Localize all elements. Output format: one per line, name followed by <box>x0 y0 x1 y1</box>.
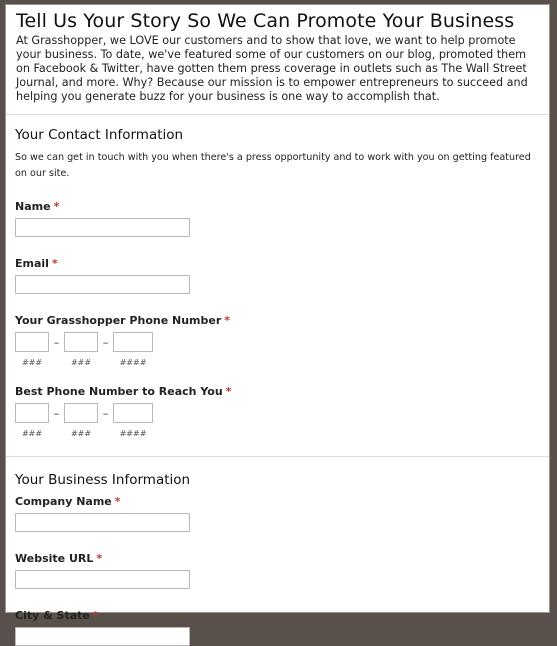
phone-hint-prefix: ### <box>70 429 92 438</box>
required-asterisk: * <box>224 314 231 327</box>
required-asterisk: * <box>96 552 103 565</box>
email-field-group <box>15 257 540 294</box>
intro-text: At Grasshopper, we LOVE our customers and to show that love, we want to help promote your business. To date, we've featured some of our customers on our blog, promoted them on Facebook & Twitter, have gotten them press coverage in outlets such as The Wall Street Journal, and more. Why? Because our mission is to empower entrepreneurs to succeed and helping you generate buzz for your business is one way to accomplish that. <box>16 34 528 103</box>
best-phone-line-input[interactable] <box>113 403 153 423</box>
company-label <box>15 495 540 508</box>
website-label <box>15 552 540 565</box>
grasshopper-phone-label-text: Your Grasshopper Phone Number <box>15 314 222 327</box>
name-label-text: Name <box>15 200 51 213</box>
company-input[interactable] <box>15 513 190 532</box>
best-phone-label-text: Best Phone Number to Reach You <box>15 385 223 398</box>
contact-section-description: So we can get in touch with you when there's a press opportunity and to work with you on getting featured on our site. <box>15 152 531 179</box>
contact-section-title: Your Contact Information <box>15 127 184 143</box>
company-label-text: Company Name <box>15 495 112 508</box>
phone-hint-line: #### <box>119 358 147 367</box>
phone-hint-prefix: ### <box>70 358 92 367</box>
page-title: Tell Us Your Story So We Can Promote Your Business <box>16 10 515 32</box>
required-asterisk: * <box>225 385 232 398</box>
business-section <box>6 456 549 646</box>
phone-dash: – <box>102 406 109 420</box>
company-field-group <box>15 495 540 532</box>
city-field-group <box>15 609 540 646</box>
best-phone-area-input[interactable] <box>15 403 49 423</box>
required-asterisk: * <box>92 609 99 622</box>
grasshopper-phone-hints <box>15 358 540 367</box>
best-phone-prefix-input[interactable] <box>64 403 98 423</box>
grasshopper-phone-inputs <box>15 332 540 352</box>
phone-dash: – <box>53 406 60 420</box>
best-phone-label <box>15 385 540 398</box>
contact-section <box>6 114 549 438</box>
email-label-text: Email <box>15 257 49 270</box>
grasshopper-phone-label <box>15 314 540 327</box>
best-phone-hints <box>15 429 540 438</box>
website-label-text: Website URL <box>15 552 94 565</box>
name-field-group <box>15 200 540 237</box>
email-label <box>15 257 540 270</box>
best-phone-field-group <box>15 385 540 438</box>
city-label <box>15 609 540 622</box>
phone-dash: – <box>102 335 109 349</box>
phone-hint-area: ### <box>21 429 43 438</box>
grasshopper-phone-area-input[interactable] <box>15 332 49 352</box>
grasshopper-phone-prefix-input[interactable] <box>64 332 98 352</box>
phone-hint-area: ### <box>21 358 43 367</box>
phone-hint-line: #### <box>119 429 147 438</box>
form-container <box>5 4 550 622</box>
city-label-text: City & State <box>15 609 90 622</box>
phone-dash: – <box>53 335 60 349</box>
grasshopper-phone-field-group <box>15 314 540 367</box>
city-input[interactable] <box>15 627 190 646</box>
best-phone-inputs <box>15 403 540 423</box>
business-section-title: Your Business Information <box>15 472 191 488</box>
required-asterisk: * <box>51 257 58 270</box>
required-asterisk: * <box>53 200 60 213</box>
required-asterisk: * <box>114 495 121 508</box>
email-input[interactable] <box>15 275 190 294</box>
name-input[interactable] <box>15 218 190 237</box>
website-field-group <box>15 552 540 589</box>
website-input[interactable] <box>15 570 190 589</box>
grasshopper-phone-line-input[interactable] <box>113 332 153 352</box>
name-label <box>15 200 540 213</box>
